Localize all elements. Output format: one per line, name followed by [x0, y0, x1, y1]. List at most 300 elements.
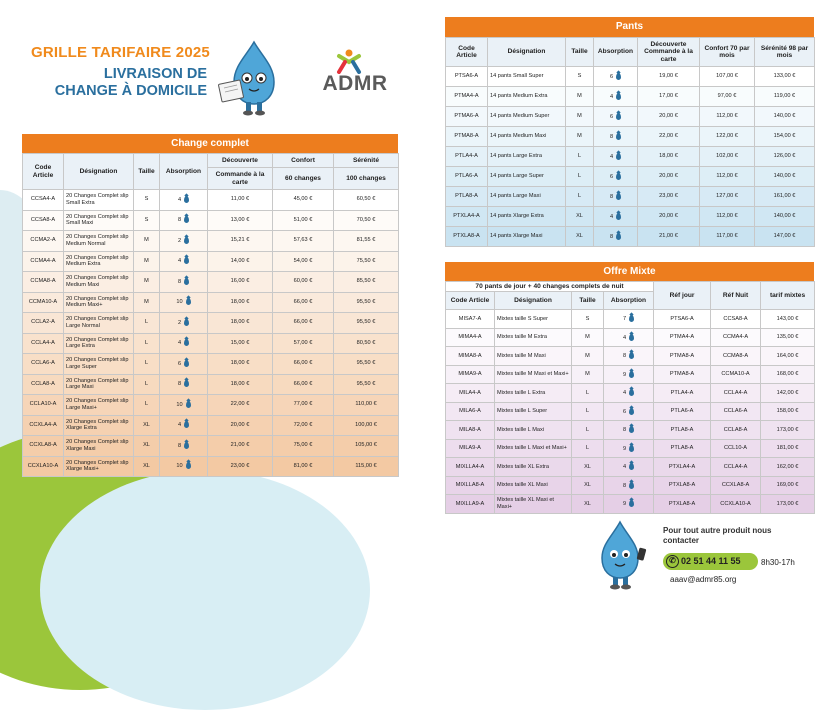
cell-absorption [594, 187, 638, 207]
table-row [23, 374, 399, 395]
cell-taille [566, 207, 594, 227]
drop-icon [629, 352, 634, 359]
cell-absorption [594, 67, 638, 87]
cell-decouverte [638, 187, 700, 207]
contact-text: Pour tout autre produit nous contacter [663, 526, 772, 545]
cell-decouverte [208, 354, 273, 375]
cell-absorption-value: 9 [622, 445, 627, 452]
cell-code [23, 354, 64, 375]
cell-confort [273, 456, 334, 477]
cell-code [23, 210, 64, 231]
cell-serenite [334, 415, 399, 436]
table-row [23, 456, 399, 477]
cell-serenite-value: 95,50 € [356, 319, 376, 326]
cell-code [23, 456, 64, 477]
cell-decouverte-value: 20,00 € [659, 213, 678, 220]
drop-icon [616, 93, 621, 100]
cell-confort-value: 45,00 € [293, 196, 313, 203]
cell-designation-value: 20 Changes Complet slip Medium Normal [66, 234, 129, 247]
cell-code-value: PTMA4-A [454, 93, 479, 100]
cell-decouverte-value: 18,00 € [230, 380, 250, 387]
cell-confort [273, 272, 334, 293]
cell-ref-nuit [711, 328, 761, 347]
cell-decouverte-value: 23,00 € [659, 193, 678, 200]
cell-designation [495, 476, 572, 495]
cell-taille-value: M [144, 257, 149, 264]
cell-decouverte [638, 167, 700, 187]
cell-ref-jour [654, 402, 711, 421]
cell-designation-value: 20 Changes Complet slip Medium Maxi+ [66, 295, 129, 309]
table-row [446, 384, 815, 403]
cell-serenite-value: 161,00 € [773, 193, 796, 200]
cell-ref-jour [654, 347, 711, 366]
cell-code-value: CCSA4-A [30, 196, 56, 203]
cell-absorption-value: 4 [177, 422, 182, 429]
cell-code-value: CCMA2-A [30, 237, 56, 244]
cell-confort-value: 97,00 € [717, 93, 737, 100]
cell-confort-value: 54,00 € [293, 257, 313, 264]
cell-designation [488, 67, 566, 87]
cell-decouverte [208, 333, 273, 354]
col-header-taille: Taille [572, 292, 604, 310]
cell-code [446, 347, 495, 366]
table-row [23, 436, 399, 457]
drop-icon [629, 463, 634, 470]
cell-serenite [755, 207, 815, 227]
cell-decouverte [208, 272, 273, 293]
cell-absorption [604, 458, 654, 477]
cell-tarif [761, 439, 815, 458]
cell-designation [488, 147, 566, 167]
cell-absorption-value: 9 [622, 371, 627, 378]
cell-confort [273, 292, 334, 313]
cell-absorption-value: 9 [622, 501, 627, 508]
cell-absorption [160, 313, 208, 334]
cell-taille-value: L [585, 408, 590, 415]
drop-icon [186, 462, 191, 469]
drop-icon [629, 315, 634, 322]
cell-designation-value: Mixtes taille L Maxi [497, 426, 545, 433]
cell-absorption-value: 8 [609, 133, 614, 140]
cell-code-value: CCLA10-A [29, 401, 57, 408]
drop-icon [184, 360, 189, 367]
cell-designation [495, 421, 572, 440]
cell-decouverte-value: 17,00 € [659, 93, 678, 100]
cell-ref-nuit-value: CCLA6-A [723, 408, 748, 415]
phone-icon: ✆ [666, 555, 679, 568]
cell-code-value: CCMA10-A [28, 298, 58, 305]
table-row [23, 292, 399, 313]
cell-ref-nuit-value: CCXLA8-A [721, 482, 750, 489]
cell-ref-jour [654, 421, 711, 440]
cell-tarif [761, 421, 815, 440]
cell-serenite [334, 436, 399, 457]
cell-code [446, 167, 488, 187]
drop-icon [629, 445, 634, 452]
cell-tarif [761, 310, 815, 329]
page-subtitle [42, 66, 207, 100]
cell-code-value: PTLA4-A [455, 153, 478, 160]
cell-designation [495, 310, 572, 329]
cell-taille-value: XL [143, 442, 150, 449]
cell-code-value: MIXLLA4-A [455, 463, 485, 470]
cell-decouverte-value: 15,21 € [230, 237, 250, 244]
drop-icon [616, 213, 621, 220]
table-row [23, 272, 399, 293]
drop-icon [186, 401, 191, 408]
table-row [446, 439, 815, 458]
cell-decouverte [638, 127, 700, 147]
drop-icon [629, 389, 634, 396]
cell-confort [273, 415, 334, 436]
cell-designation [64, 292, 134, 313]
cell-designation-value: 20 Changes Complet slip Large Normal [66, 316, 129, 329]
cell-ref-jour-value: PTLA8-A [670, 426, 694, 433]
cell-code [23, 415, 64, 436]
cell-absorption [604, 476, 654, 495]
cell-taille-value: L [144, 360, 149, 367]
cell-ref-jour [654, 310, 711, 329]
table-row [23, 415, 399, 436]
table-row [446, 310, 815, 329]
cell-absorption-value: 10 [176, 299, 183, 306]
cell-absorption [160, 333, 208, 354]
cell-taille-value: L [144, 319, 149, 326]
cell-ref-jour [654, 365, 711, 384]
table-row [23, 190, 399, 211]
cell-code-value: MIMA9-A [458, 371, 482, 378]
cell-designation-value: 14 pants Medium Super [490, 113, 550, 120]
cell-confort-value: 122,00 € [716, 133, 738, 140]
cell-serenite-value: 133,00 € [773, 73, 796, 80]
cell-serenite [755, 67, 815, 87]
table-row [23, 395, 399, 416]
cell-absorption [160, 210, 208, 231]
admr-logo-text: ADMR [322, 72, 388, 95]
cell-ref-nuit-value: CCLA4-A [723, 463, 748, 470]
table-row [446, 227, 815, 247]
drop-icon [184, 442, 189, 449]
cell-code-value: MIXLLA9-A [455, 500, 485, 507]
phone-button[interactable] [663, 553, 758, 570]
cell-decouverte-value: 20,00 € [659, 113, 678, 120]
cell-code-value: CCMA4-A [30, 257, 56, 264]
cell-confort [700, 67, 755, 87]
cell-tarif [761, 384, 815, 403]
cell-designation-value: 20 Changes Complet slip Small Maxi [66, 213, 129, 227]
cell-code-value: PTLA6-A [455, 173, 478, 180]
cell-decouverte [208, 415, 273, 436]
cell-designation-value: 14 pants Xlarge Maxi [490, 233, 543, 240]
cell-code-value: MIXLLA8-A [455, 482, 485, 489]
cell-taille [566, 187, 594, 207]
cell-code-value: CCLA4-A [31, 339, 55, 346]
cell-absorption-value: 8 [177, 217, 182, 224]
cell-decouverte-value: 13,00 € [230, 216, 250, 223]
cell-designation-value: Mixtes taille L Super [497, 408, 548, 415]
col-header-serenite: Sérénité [334, 154, 399, 168]
cell-designation [488, 207, 566, 227]
cell-code-value: PTLA8-A [455, 193, 478, 200]
offre-mixte-section [445, 262, 814, 514]
cell-code [446, 421, 495, 440]
cell-taille [134, 415, 160, 436]
drop-icon [629, 426, 634, 433]
cell-code [446, 476, 495, 495]
cell-absorption-value: 10 [176, 401, 183, 408]
cell-code-value: MIMA4-A [458, 334, 482, 341]
cell-taille-value: M [144, 278, 149, 285]
cell-absorption [604, 365, 654, 384]
cell-ref-jour-value: PTMA8-A [669, 352, 695, 359]
cell-decouverte [208, 374, 273, 395]
drop-icon [616, 233, 621, 240]
table-row [23, 354, 399, 375]
cell-ref-nuit [711, 476, 761, 495]
cell-designation-value: 14 pants Large Maxi [490, 193, 541, 200]
cell-absorption-value: 4 [177, 340, 182, 347]
cell-absorption [594, 167, 638, 187]
cell-designation [495, 328, 572, 347]
cell-designation-value: Mixtes taille M Maxi et Maxi+ [497, 371, 569, 378]
cell-taille-value: L [577, 173, 582, 180]
cell-confort-value: 112,00 € [716, 173, 738, 180]
mascot-drop-reading-icon [218, 38, 290, 116]
cell-code [446, 67, 488, 87]
cell-serenite-value: 147,00 € [773, 233, 796, 240]
cell-serenite [334, 313, 399, 334]
cell-designation-value: 20 Changes Complet slip Large Maxi [66, 377, 129, 391]
cell-code [446, 107, 488, 127]
cell-confort [700, 107, 755, 127]
cell-serenite [334, 374, 399, 395]
cell-taille-value: M [577, 133, 582, 140]
cell-designation [495, 495, 572, 514]
cell-designation [64, 354, 134, 375]
cell-absorption-value: 4 [622, 334, 627, 341]
cell-serenite [334, 210, 399, 231]
drop-icon [629, 408, 634, 415]
col-subheader-serenite: 100 changes [334, 168, 399, 190]
cell-code [446, 127, 488, 147]
col-header-decouverte: Découverte Commande à la carte [638, 38, 700, 67]
cell-taille [572, 310, 604, 329]
cell-serenite-value: 95,50 € [356, 360, 376, 367]
cell-serenite-value: 80,50 € [356, 339, 376, 346]
cell-designation-value: Mixtes taille S Super [497, 315, 548, 322]
cell-confort-value: 57,63 € [293, 237, 313, 244]
col-subheader-decouverte: Commande à la carte [208, 168, 273, 190]
cell-taille-value: S [144, 196, 149, 203]
cell-absorption [594, 227, 638, 247]
col-header-decouverte: Découverte [208, 154, 273, 168]
cell-serenite [755, 107, 815, 127]
cell-confort-value: 51,00 € [293, 216, 313, 223]
table-row [23, 231, 399, 252]
table-row [446, 458, 815, 477]
cell-code [446, 207, 488, 227]
background-shape-lightblue [40, 470, 370, 710]
cell-designation [64, 374, 134, 395]
cell-ref-nuit [711, 384, 761, 403]
drop-icon [184, 278, 189, 285]
cell-code [446, 439, 495, 458]
cell-decouverte-value: 14,00 € [230, 257, 250, 264]
cell-absorption [594, 207, 638, 227]
cell-code-value: PTXLA4-A [453, 213, 480, 220]
drop-icon [629, 334, 634, 341]
cell-confort-value: 117,00 € [716, 233, 738, 240]
drop-icon [184, 257, 189, 264]
cell-confort-value: 127,00 € [716, 193, 738, 200]
cell-ref-jour-value: PTSA6-A [670, 315, 694, 322]
cell-designation [64, 210, 134, 231]
cell-absorption-value: 8 [622, 427, 627, 434]
cell-absorption-value: 6 [177, 360, 182, 367]
cell-taille-value: M [585, 371, 590, 378]
cell-designation [488, 227, 566, 247]
cell-tarif-value: 164,00 € [776, 352, 799, 359]
cell-serenite-value: 95,50 € [356, 380, 376, 387]
drop-icon [616, 133, 621, 140]
cell-confort [273, 395, 334, 416]
cell-ref-nuit [711, 458, 761, 477]
col-header-confort: Confort 70 par mois [700, 38, 755, 67]
cell-taille [572, 384, 604, 403]
cell-code [23, 190, 64, 211]
cell-decouverte [208, 210, 273, 231]
cell-taille [572, 476, 604, 495]
drop-icon [184, 196, 189, 203]
cell-absorption-value: 4 [622, 390, 627, 397]
cell-ref-nuit-value: CCMA8-A [722, 352, 749, 359]
cell-code [446, 495, 495, 514]
cell-confort [700, 87, 755, 107]
cell-confort-value: 72,00 € [293, 421, 313, 428]
cell-ref-nuit [711, 439, 761, 458]
cell-taille [566, 87, 594, 107]
col-header-designation: Désignation [495, 292, 572, 310]
cell-taille [134, 395, 160, 416]
cell-taille [134, 456, 160, 477]
cell-absorption [594, 107, 638, 127]
cell-serenite [334, 231, 399, 252]
cell-taille [134, 210, 160, 231]
cell-code [446, 87, 488, 107]
cell-designation [64, 313, 134, 334]
cell-confort [700, 167, 755, 187]
cell-ref-nuit-value: CCMA10-A [721, 371, 750, 378]
table-row [446, 107, 815, 127]
cell-ref-jour [654, 384, 711, 403]
cell-code-value: MISA7-A [458, 315, 482, 322]
opening-hours: 8h30-17h [761, 558, 795, 567]
cell-absorption [160, 354, 208, 375]
cell-designation-value: Mixtes taille M Extra [497, 334, 548, 341]
cell-absorption [604, 402, 654, 421]
cell-ref-nuit-value: CCL10-A [724, 445, 748, 452]
cell-decouverte-value: 11,00 € [230, 196, 250, 203]
cell-tarif [761, 347, 815, 366]
cell-ref-jour [654, 328, 711, 347]
cell-serenite-value: 140,00 € [773, 173, 796, 180]
cell-absorption [604, 495, 654, 514]
table-row [446, 328, 815, 347]
cell-designation-value: Mixtes taille XL Maxi et Maxi+ [497, 497, 554, 510]
cell-decouverte [208, 231, 273, 252]
contact-email[interactable]: aaav@admr85.org [670, 575, 737, 584]
cell-ref-nuit-value: CCMA4-A [722, 334, 749, 341]
cell-tarif-value: 158,00 € [776, 408, 799, 415]
cell-designation-value: Mixtes taille XL Maxi [497, 482, 548, 489]
cell-absorption-value: 8 [609, 193, 614, 200]
cell-taille [572, 439, 604, 458]
cell-taille-value: L [585, 426, 590, 433]
change-complet-section [22, 134, 398, 477]
cell-confort-value: 66,00 € [293, 298, 313, 305]
cell-designation [488, 107, 566, 127]
cell-decouverte [208, 292, 273, 313]
cell-decouverte-value: 20,00 € [230, 421, 250, 428]
cell-code [446, 227, 488, 247]
cell-tarif [761, 328, 815, 347]
cell-absorption-value: 8 [609, 233, 614, 240]
cell-tarif-value: 169,00 € [776, 482, 799, 489]
cell-designation-value: 20 Changes Complet slip Xlarge Maxi+ [66, 459, 129, 473]
table-row [446, 347, 815, 366]
cell-code [23, 436, 64, 457]
cell-code-value: CCXLA4-A [29, 421, 57, 428]
cell-absorption-value: 8 [622, 353, 627, 360]
drop-icon [616, 73, 621, 80]
cell-serenite [755, 187, 815, 207]
cell-ref-nuit [711, 495, 761, 514]
cell-code [23, 292, 64, 313]
subtitle-line-2: CHANGE À DOMICILE [54, 83, 207, 99]
cell-confort-value: 66,00 € [293, 380, 313, 387]
cell-code [446, 458, 495, 477]
cell-taille [134, 374, 160, 395]
change-complet-title: Change complet [22, 134, 398, 153]
drop-icon [184, 339, 189, 346]
cell-taille-value: L [577, 153, 582, 160]
table-row [446, 476, 815, 495]
cell-decouverte [208, 436, 273, 457]
cell-serenite-value: 75,50 € [356, 257, 376, 264]
cell-absorption-value: 6 [622, 408, 627, 415]
cell-absorption-value: 6 [609, 113, 614, 120]
cell-tarif [761, 402, 815, 421]
cell-ref-nuit [711, 402, 761, 421]
cell-serenite-value: 126,00 € [773, 153, 796, 160]
drop-icon [616, 173, 621, 180]
cell-decouverte [208, 190, 273, 211]
cell-confort [273, 436, 334, 457]
cell-absorption [160, 190, 208, 211]
cell-designation [64, 436, 134, 457]
cell-designation [64, 272, 134, 293]
cell-serenite-value: 119,00 € [773, 93, 796, 100]
cell-absorption [604, 328, 654, 347]
drop-icon [629, 482, 634, 489]
cell-code-value: PTMA6-A [454, 113, 479, 120]
cell-taille [572, 347, 604, 366]
table-row [446, 87, 815, 107]
cell-designation [488, 87, 566, 107]
cell-taille-value: L [144, 339, 149, 346]
cell-tarif-value: 181,00 € [776, 445, 799, 452]
cell-confort [273, 374, 334, 395]
